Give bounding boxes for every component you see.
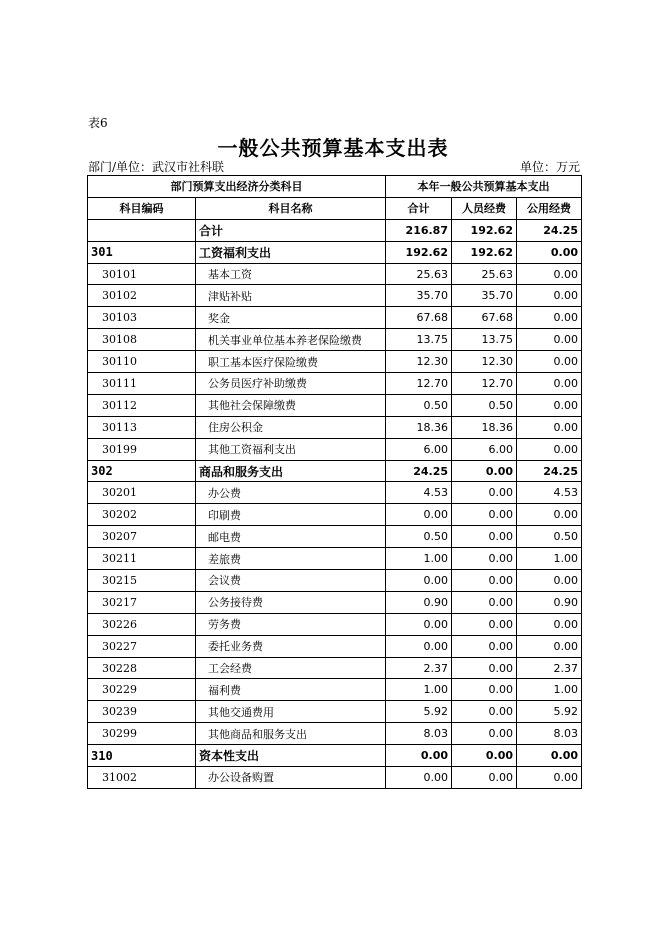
row-code: 31002 xyxy=(88,767,196,789)
table-row xyxy=(88,329,582,351)
page-title: 一般公共预算基本支出表 xyxy=(217,136,449,160)
row-total: 5.92 xyxy=(386,701,452,723)
row-public: 0.50 xyxy=(517,526,582,548)
row-code: 301 xyxy=(88,241,196,263)
row-total: 24.25 xyxy=(386,460,452,482)
row-personnel: 0.00 xyxy=(452,701,517,723)
row-name: 资本性支出 xyxy=(196,745,386,767)
row-public: 1.00 xyxy=(517,548,582,570)
row-name: 职工基本医疗保险缴费 xyxy=(196,351,386,373)
row-total: 67.68 xyxy=(386,307,452,329)
row-name: 办公设备购置 xyxy=(196,767,386,789)
row-total: 12.70 xyxy=(386,373,452,395)
row-personnel: 192.62 xyxy=(452,241,517,263)
table-row xyxy=(88,460,582,482)
row-total: 12.30 xyxy=(386,351,452,373)
row-name: 其他工资福利支出 xyxy=(196,438,386,460)
table-row xyxy=(88,394,582,416)
row-public: 0.00 xyxy=(517,635,582,657)
row-total: 2.37 xyxy=(386,657,452,679)
row-total: 0.50 xyxy=(386,526,452,548)
department-label: 部门/单位：武汉市社科联 xyxy=(88,160,225,174)
row-public: 0.00 xyxy=(517,767,582,789)
row-public: 0.00 xyxy=(517,394,582,416)
row-name: 其他交通费用 xyxy=(196,701,386,723)
row-public: 0.00 xyxy=(517,241,582,263)
row-personnel: 0.00 xyxy=(452,745,517,767)
row-code: 30207 xyxy=(88,526,196,548)
row-name: 福利费 xyxy=(196,679,386,701)
table-row xyxy=(88,701,582,723)
row-personnel: 0.00 xyxy=(452,591,517,613)
header-column-row xyxy=(88,197,582,219)
row-total: 0.00 xyxy=(386,613,452,635)
row-code: 30201 xyxy=(88,482,196,504)
row-name: 基本工资 xyxy=(196,263,386,285)
row-total: 0.00 xyxy=(386,570,452,592)
row-public: 0.00 xyxy=(517,438,582,460)
row-personnel: 0.00 xyxy=(452,482,517,504)
row-total: 0.00 xyxy=(386,504,452,526)
row-personnel: 0.00 xyxy=(452,723,517,745)
row-name: 奖金 xyxy=(196,307,386,329)
row-name: 邮电费 xyxy=(196,526,386,548)
row-name: 合计 xyxy=(196,219,386,241)
table-row xyxy=(88,526,582,548)
row-code: 30103 xyxy=(88,307,196,329)
row-personnel: 12.30 xyxy=(452,351,517,373)
row-public: 0.00 xyxy=(517,285,582,307)
row-public: 0.90 xyxy=(517,591,582,613)
row-name: 机关事业单位基本养老保险缴费 xyxy=(196,329,386,351)
table-row xyxy=(88,373,582,395)
row-name: 会议费 xyxy=(196,570,386,592)
row-code: 30229 xyxy=(88,679,196,701)
row-code: 30215 xyxy=(88,570,196,592)
table-row xyxy=(88,438,582,460)
row-total: 18.36 xyxy=(386,416,452,438)
row-public: 0.00 xyxy=(517,416,582,438)
table-row xyxy=(88,307,582,329)
table-row xyxy=(88,591,582,613)
row-code: 30112 xyxy=(88,394,196,416)
row-name: 其他社会保障缴费 xyxy=(196,394,386,416)
row-code: 30211 xyxy=(88,548,196,570)
row-code: 30199 xyxy=(88,438,196,460)
row-code: 302 xyxy=(88,460,196,482)
row-personnel: 0.00 xyxy=(452,613,517,635)
row-code: 30299 xyxy=(88,723,196,745)
table-row xyxy=(88,767,582,789)
table-row xyxy=(88,219,582,241)
row-total: 0.00 xyxy=(386,635,452,657)
row-name: 工资福利支出 xyxy=(196,241,386,263)
row-personnel: 0.00 xyxy=(452,679,517,701)
row-public: 0.00 xyxy=(517,351,582,373)
row-public: 1.00 xyxy=(517,679,582,701)
row-name: 津贴补贴 xyxy=(196,285,386,307)
table-row xyxy=(88,416,582,438)
row-name: 委托业务费 xyxy=(196,635,386,657)
row-personnel: 0.00 xyxy=(452,657,517,679)
row-personnel: 0.00 xyxy=(452,504,517,526)
table-row xyxy=(88,263,582,285)
unit-label: 单位：万元 xyxy=(519,160,580,174)
row-name: 印刷费 xyxy=(196,504,386,526)
table-row xyxy=(88,482,582,504)
header-public: 公用经费 xyxy=(517,197,582,219)
row-public: 8.03 xyxy=(517,723,582,745)
row-total: 0.00 xyxy=(386,745,452,767)
row-public: 0.00 xyxy=(517,613,582,635)
row-public: 0.00 xyxy=(517,373,582,395)
row-personnel: 25.63 xyxy=(452,263,517,285)
row-name: 公务接待费 xyxy=(196,591,386,613)
row-total: 216.87 xyxy=(386,219,452,241)
row-public: 0.00 xyxy=(517,307,582,329)
row-code: 30101 xyxy=(88,263,196,285)
row-total: 6.00 xyxy=(386,438,452,460)
row-personnel: 0.00 xyxy=(452,548,517,570)
row-public: 2.37 xyxy=(517,657,582,679)
row-total: 13.75 xyxy=(386,329,452,351)
row-code: 310 xyxy=(88,745,196,767)
table-row xyxy=(88,570,582,592)
row-personnel: 0.00 xyxy=(452,526,517,548)
table-row xyxy=(88,285,582,307)
row-code: 30102 xyxy=(88,285,196,307)
row-total: 0.00 xyxy=(386,767,452,789)
row-code: 30202 xyxy=(88,504,196,526)
row-personnel: 0.00 xyxy=(452,767,517,789)
row-code: 30228 xyxy=(88,657,196,679)
row-public: 0.00 xyxy=(517,329,582,351)
row-code: 30113 xyxy=(88,416,196,438)
row-name: 办公费 xyxy=(196,482,386,504)
row-public: 4.53 xyxy=(517,482,582,504)
row-public: 5.92 xyxy=(517,701,582,723)
row-total: 25.63 xyxy=(386,263,452,285)
row-public: 24.25 xyxy=(517,460,582,482)
row-personnel: 0.00 xyxy=(452,460,517,482)
row-name: 公务员医疗补助缴费 xyxy=(196,373,386,395)
row-total: 4.53 xyxy=(386,482,452,504)
row-personnel: 35.70 xyxy=(452,285,517,307)
row-public: 0.00 xyxy=(517,745,582,767)
table-row xyxy=(88,241,582,263)
row-public: 0.00 xyxy=(517,570,582,592)
table-row xyxy=(88,548,582,570)
table-row xyxy=(88,745,582,767)
row-name: 工会经费 xyxy=(196,657,386,679)
row-personnel: 0.00 xyxy=(452,635,517,657)
row-total: 35.70 xyxy=(386,285,452,307)
row-code: 30226 xyxy=(88,613,196,635)
row-total: 192.62 xyxy=(386,241,452,263)
row-total: 0.50 xyxy=(386,394,452,416)
row-personnel: 0.00 xyxy=(452,570,517,592)
row-personnel: 192.62 xyxy=(452,219,517,241)
row-personnel: 6.00 xyxy=(452,438,517,460)
row-code: 30108 xyxy=(88,329,196,351)
table-row xyxy=(88,657,582,679)
row-personnel: 13.75 xyxy=(452,329,517,351)
row-code: 30239 xyxy=(88,701,196,723)
row-personnel: 18.36 xyxy=(452,416,517,438)
row-name: 差旅费 xyxy=(196,548,386,570)
row-total: 1.00 xyxy=(386,679,452,701)
row-total: 8.03 xyxy=(386,723,452,745)
header-group-right: 本年一般公共预算基本支出 xyxy=(386,176,582,198)
table-row xyxy=(88,504,582,526)
row-code: 30217 xyxy=(88,591,196,613)
row-public: 0.00 xyxy=(517,504,582,526)
header-code: 科目编码 xyxy=(88,197,196,219)
row-code: 30110 xyxy=(88,351,196,373)
row-personnel: 12.70 xyxy=(452,373,517,395)
row-name: 其他商品和服务支出 xyxy=(196,723,386,745)
header-group-left: 部门预算支出经济分类科目 xyxy=(88,176,386,198)
row-name: 劳务费 xyxy=(196,613,386,635)
table-row xyxy=(88,723,582,745)
row-personnel: 67.68 xyxy=(452,307,517,329)
table-row xyxy=(88,679,582,701)
header-name: 科目名称 xyxy=(196,197,386,219)
row-public: 0.00 xyxy=(517,263,582,285)
table-row xyxy=(88,635,582,657)
row-total: 0.90 xyxy=(386,591,452,613)
table-number: 表6 xyxy=(88,116,108,130)
header-total: 合计 xyxy=(386,197,452,219)
row-name: 商品和服务支出 xyxy=(196,460,386,482)
header-personnel: 人员经费 xyxy=(452,197,517,219)
row-total: 1.00 xyxy=(386,548,452,570)
row-public: 24.25 xyxy=(517,219,582,241)
row-code: 30111 xyxy=(88,373,196,395)
header-group-row xyxy=(88,176,582,198)
row-code: 30227 xyxy=(88,635,196,657)
table-row xyxy=(88,613,582,635)
row-name: 住房公积金 xyxy=(196,416,386,438)
row-code xyxy=(88,219,196,241)
budget-table xyxy=(87,175,582,789)
table-row xyxy=(88,351,582,373)
row-personnel: 0.50 xyxy=(452,394,517,416)
